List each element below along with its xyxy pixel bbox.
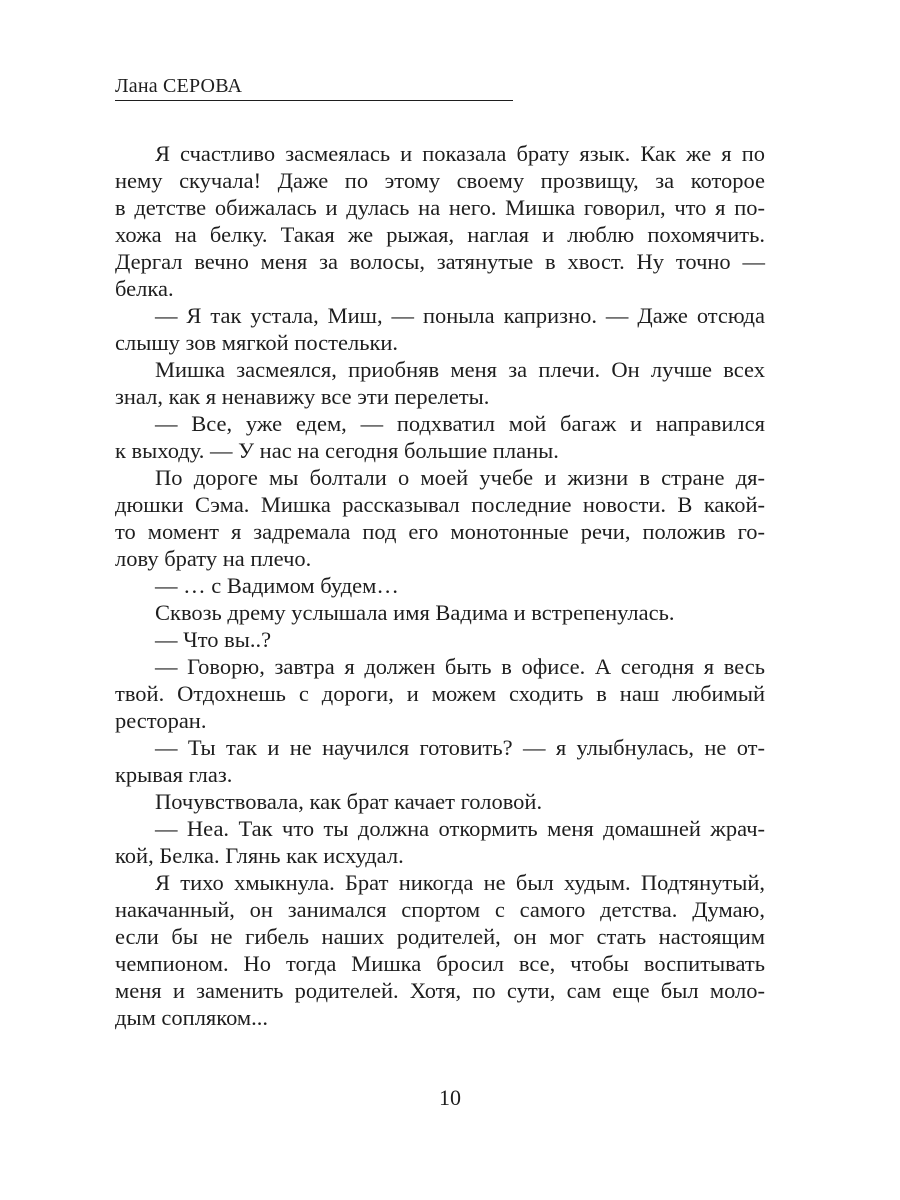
body-text xyxy=(115,140,765,1031)
text-line: то момент я задремала под его монотонные речи, положив го- xyxy=(115,519,765,544)
text-line: меня и заменить родителей. Хотя, по сути, сам еще был моло- xyxy=(115,978,765,1003)
text-line: слышу зов мягкой постельки. xyxy=(115,330,399,355)
text-line: ресторан. xyxy=(115,708,207,733)
text-line: Мишка засмеялся, приобняв меня за плечи. Он лучше всех xyxy=(155,357,765,382)
text-line: — Говорю, завтра я должен быть в офисе. А сегодня я весь xyxy=(155,654,765,679)
text-line: Я тихо хмыкнула. Брат никогда не был худым. Подтянутый, xyxy=(155,870,765,895)
text-line: дюшки Сэма. Мишка рассказывал последние новости. В какой- xyxy=(115,492,765,517)
running-head-author: Лана СЕРОВА xyxy=(115,75,513,101)
text-line: — Ты так и не научился готовить? — я улыбнулась, не от- xyxy=(155,735,765,760)
text-line: Дергал вечно меня за волосы, затянутые в хвост. Ну точно — xyxy=(115,249,765,274)
text-line: Я счастливо засмеялась и показала брату язык. Как же я по xyxy=(155,141,765,166)
text-line: белка. xyxy=(115,276,174,301)
text-line: в детстве обижалась и дулась на него. Мишка говорил, что я по- xyxy=(115,195,765,220)
page-number: 10 xyxy=(439,1085,461,1110)
text-line: Почувствовала, как брат качает головой. xyxy=(155,789,543,814)
text-line: нему скучала! Даже по этому своему прозвищу, за которое xyxy=(115,168,765,193)
text-line: — Все, уже едем, — подхватил мой багаж и направился xyxy=(155,411,765,436)
text-line: знал, как я ненавижу все эти перелеты. xyxy=(115,384,490,409)
text-line: твой. Отдохнешь с дороги, и можем сходить в наш любимый xyxy=(115,681,765,706)
text-line: — Неа. Так что ты должна откормить меня домашней жрач- xyxy=(155,816,765,841)
text-line: если бы не гибель наших родителей, он мог стать настоящим xyxy=(115,924,765,949)
text-line: накачанный, он занимался спортом с самого детства. Думаю, xyxy=(115,897,765,922)
text-line: лову брату на плечо. xyxy=(115,546,312,571)
text-line: По дороге мы болтали о моей учебе и жизни в стране дя- xyxy=(155,465,765,490)
text-line: — Я так устала, Миш, — понылa капризно. — Даже отсюда xyxy=(155,303,765,328)
text-line: кой, Белка. Глянь как исхудал. xyxy=(115,843,404,868)
text-line: чемпионом. Но тогда Мишка бросил все, чтобы воспитывать xyxy=(115,951,765,976)
text-line: крывая глаз. xyxy=(115,762,233,787)
text-line: — … с Вадимом будем… xyxy=(155,573,399,598)
text-line: — Что вы..? xyxy=(155,627,272,652)
text-line: хожа на белку. Такая же рыжая, наглая и люблю похомячить. xyxy=(115,222,765,247)
text-line: к выходу. — У нас на сегодня большие планы. xyxy=(115,438,559,463)
text-line: Сквозь дрему услышала имя Вадима и встрепенулась. xyxy=(155,600,675,625)
text-line: дым сопляком... xyxy=(115,1005,269,1030)
